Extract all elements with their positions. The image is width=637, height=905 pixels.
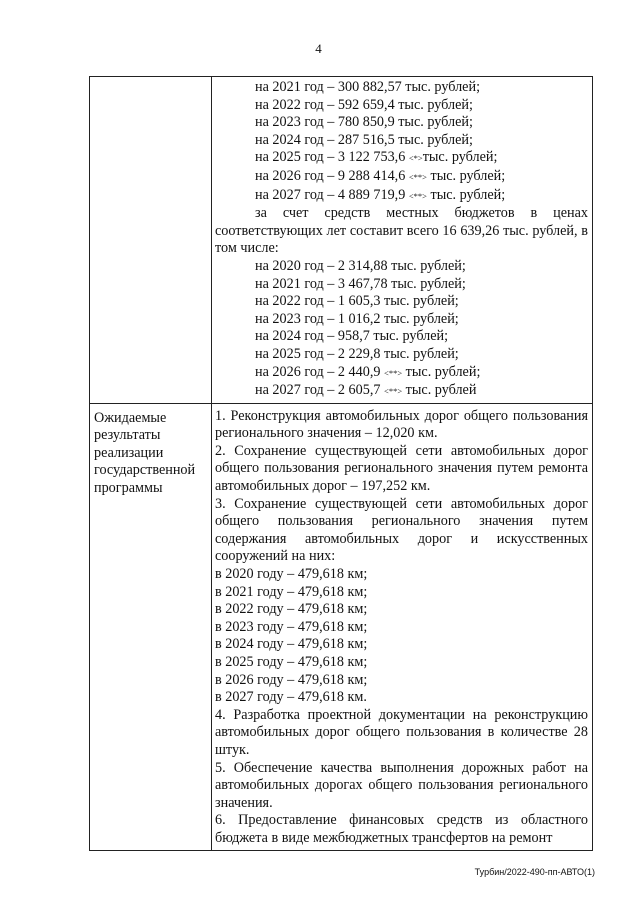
- local-funding-year-line: [215, 364, 588, 383]
- local-funding-year-line-unit: тыс. рублей: [402, 382, 477, 399]
- results-label: Ожидаемые результаты реализации государственной программы: [94, 409, 196, 497]
- local-funding-year-line: [215, 346, 588, 364]
- results-row: [90, 403, 593, 850]
- funding-year-line: [215, 149, 588, 168]
- footnote-mark: <**>: [408, 171, 427, 182]
- funding-year-line: [215, 114, 588, 132]
- maintenance-year-line: в 2027 году – 479,618 км.: [215, 689, 367, 706]
- funding-year-line: [215, 132, 588, 150]
- local-funding-year-line-text: на 2023 год – 1 016,2 тыс. рублей;: [255, 310, 459, 327]
- funding-row: [90, 77, 593, 404]
- maintenance-year-line: в 2022 году – 479,618 км;: [215, 601, 368, 618]
- footnote-mark: <**>: [384, 386, 403, 397]
- local-funding-year-line-text: на 2025 год – 2 229,8 тыс. рублей;: [255, 345, 459, 362]
- footnote-mark: <**>: [408, 190, 427, 201]
- footnote-mark: <**>: [384, 367, 403, 378]
- funding-year-line-text: на 2027 год – 4 889 719,9: [255, 186, 409, 203]
- funding-year-line-text: на 2022 год – 592 659,4 тыс. рублей;: [255, 96, 473, 113]
- local-funding-year-line-text: на 2022 год – 1 605,3 тыс. рублей;: [255, 293, 459, 310]
- local-funding-list: [215, 258, 588, 401]
- funding-year-line-unit: тыс. рублей;: [426, 186, 506, 203]
- funding-value-cell: [212, 77, 593, 404]
- local-funding-year-line: [215, 382, 588, 401]
- document-code: Турбин/2022-490-пп-АВТО(1): [474, 867, 595, 877]
- funding-year-line-text: на 2026 год – 9 288 414,6: [255, 167, 409, 184]
- local-funding-year-line-text: на 2027 год – 2 605,7: [255, 382, 385, 399]
- funding-year-line-text: на 2021 год – 300 882,57 тыс. рублей;: [255, 79, 481, 95]
- maintenance-year-line: в 2020 году – 479,618 км;: [215, 566, 368, 583]
- funding-year-line: [215, 79, 588, 97]
- results-label-cell: [90, 403, 212, 850]
- local-funding-year-line-text: на 2024 год – 958,7 тыс. рублей;: [255, 328, 449, 345]
- local-funding-year-line-text: на 2021 год – 3 467,78 тыс. рублей;: [255, 275, 466, 292]
- result-item-6: 6. Предоставление финансовых средств из областного бюджета в виде межбюджетных трансфертов на ремонт: [215, 812, 588, 846]
- funding-year-line: [215, 97, 588, 115]
- result-item-3-years: [215, 566, 588, 707]
- maintenance-year-line: в 2023 году – 479,618 км;: [215, 618, 368, 635]
- funding-year-line-text: на 2023 год – 780 850,9 тыс. рублей;: [255, 114, 473, 131]
- funding-year-line-unit: тыс. рублей;: [422, 149, 498, 166]
- result-item-4: 4. Разработка проектной документации на реконструкцию автомобильных дорог общего пользования в количестве 28 штук.: [215, 706, 588, 758]
- funding-label-cell: [90, 77, 212, 404]
- local-funding-year-line-text: на 2026 год – 2 440,9: [255, 363, 385, 380]
- local-funding-year-line: [215, 293, 588, 311]
- maintenance-year-line: в 2025 году – 479,618 км;: [215, 654, 368, 670]
- results-value-cell: [212, 403, 593, 850]
- maintenance-year-line: в 2026 году – 479,618 км;: [215, 671, 368, 688]
- regional-funding-list: [215, 79, 588, 205]
- local-funding-year-line: [215, 258, 588, 276]
- page-number: 4: [315, 41, 322, 56]
- local-funding-year-line: [215, 276, 588, 294]
- funding-year-line: [215, 168, 588, 187]
- footnote-mark: <*>: [408, 153, 423, 164]
- result-item-5: 5. Обеспечение качества выполнения дорожных работ на автомобильных дорогах общего пользования регионального значения.: [215, 759, 588, 811]
- maintenance-year-line: в 2024 году – 479,618 км;: [215, 636, 368, 653]
- local-funding-year-line: [215, 328, 588, 346]
- funding-year-line: [215, 187, 588, 206]
- funding-year-line-text: на 2024 год – 287 516,5 тыс. рублей;: [255, 131, 473, 148]
- local-funding-year-line-text: на 2020 год – 2 314,88 тыс. рублей;: [255, 257, 466, 274]
- result-item-3: 3. Сохранение существующей сети автомобильных дорог общего пользования регионального значения путем содержания автомобильных дорог и искусственных сооружений на них:: [215, 495, 588, 565]
- program-passport-table: [89, 76, 593, 851]
- result-item-1: 1. Реконструкция автомобильных дорог общего пользования регионального значения – 12,020 км.: [215, 407, 588, 442]
- funding-year-line-text: на 2025 год – 3 122 753,6: [255, 149, 409, 166]
- local-budget-intro: за счет средств местных бюджетов в ценах соответствующих лет составит всего 16 639,26 тыс. рублей, в том числе:: [215, 205, 588, 257]
- local-funding-year-line-unit: тыс. рублей;: [402, 363, 481, 380]
- result-item-2: 2. Сохранение существующей сети автомобильных дорог общего пользования регионального значения путем ремонта автомобильных дорог – 197,252 км.: [215, 442, 588, 495]
- maintenance-year-line: в 2021 году – 479,618 км;: [215, 583, 368, 600]
- local-funding-year-line: [215, 311, 588, 329]
- funding-year-line-unit: тыс. рублей;: [426, 167, 506, 184]
